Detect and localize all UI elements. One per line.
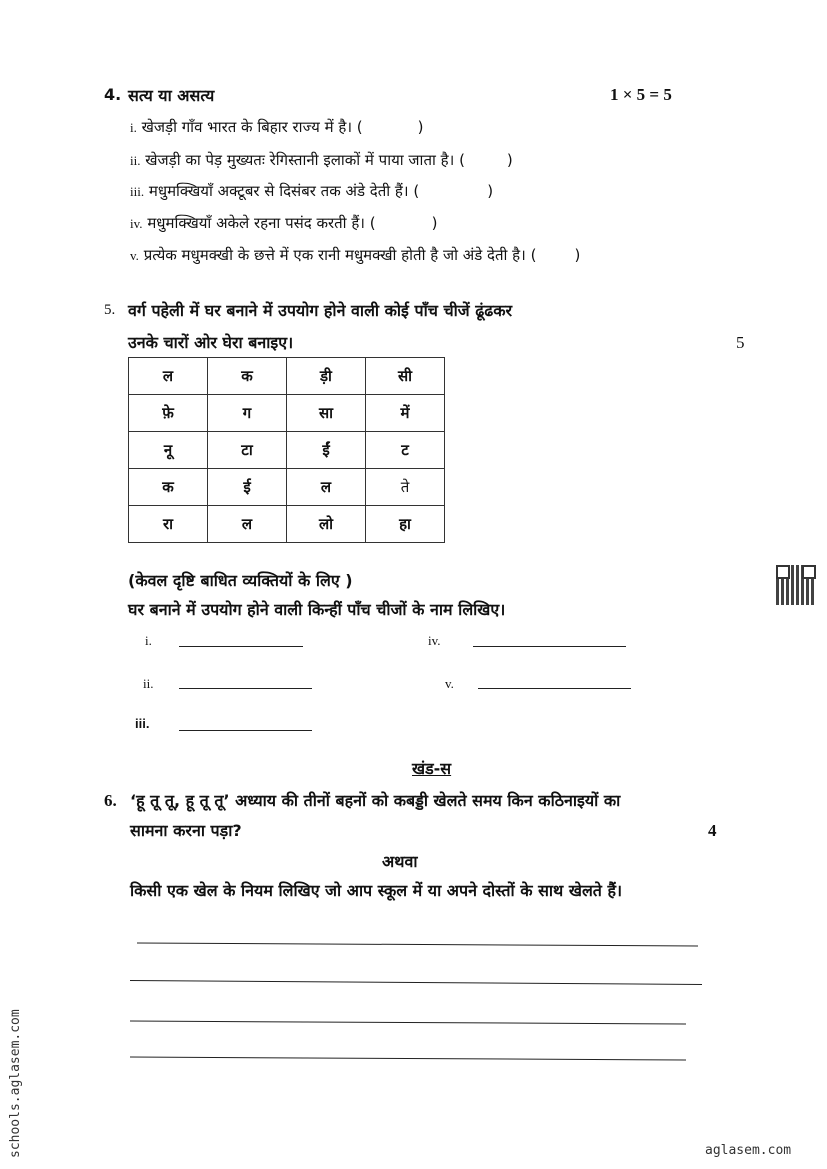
q5-line-2: उनके चारों ओर घेरा बनाइए। — [128, 333, 294, 352]
watermark-right: aglasem.com — [705, 1143, 792, 1158]
answer-bracket[interactable]: ) — [487, 182, 494, 200]
answer-bracket[interactable]: ) — [506, 151, 513, 169]
item-number: v. — [130, 248, 139, 263]
grid-cell[interactable]: सी — [366, 358, 445, 395]
grid-cell[interactable]: ग — [208, 395, 287, 432]
q4-item-2 — [130, 150, 513, 170]
q4-marks: 1 × 5 = 5 — [610, 85, 672, 104]
item-number: i. — [130, 120, 137, 135]
q6-alt-question: किसी एक खेल के नियम लिखिए जो आप स्कूल में या अपने दोस्तों के साथ खेलते हैं। — [130, 881, 623, 900]
item-text: मधुमक्खियाँ अकेले रहना पसंद करती हैं। ( — [147, 214, 376, 232]
blank-label: iv. — [428, 633, 441, 648]
answer-blank-5[interactable] — [478, 688, 631, 689]
q5-alt-note: (केवल दृष्टि बाधित व्यक्तियों के लिए ) — [128, 571, 353, 590]
item-text: मधुमक्खियाँ अक्टूबर से दिसंबर तक अंडे देती हैं। ( — [148, 182, 420, 200]
grid-cell[interactable]: ईं — [287, 432, 366, 469]
answer-bracket[interactable]: ) — [574, 246, 581, 264]
section-heading: खंड-स — [412, 759, 452, 778]
grid-row — [129, 432, 445, 469]
answer-blank-3[interactable] — [179, 730, 312, 731]
grid-cell[interactable]: ल — [129, 358, 208, 395]
grid-cell[interactable]: सा — [287, 395, 366, 432]
qr-code-icon — [776, 565, 816, 605]
grid-cell[interactable]: ई — [208, 469, 287, 506]
grid-cell[interactable]: में — [366, 395, 445, 432]
grid-cell[interactable]: हा — [366, 506, 445, 543]
grid-cell[interactable]: टा — [208, 432, 287, 469]
answer-line-4[interactable] — [130, 1057, 686, 1061]
blank-label: i. — [145, 633, 152, 648]
answer-line-3[interactable] — [130, 1021, 686, 1025]
q6-or: अथवा — [382, 852, 418, 871]
answer-blank-2[interactable] — [179, 688, 312, 689]
grid-cell[interactable]: क — [208, 358, 287, 395]
answer-line-2[interactable] — [130, 980, 702, 985]
grid-cell[interactable]: ल — [287, 469, 366, 506]
grid-cell[interactable]: ते — [366, 469, 445, 506]
grid-cell[interactable]: क — [129, 469, 208, 506]
q6-line-2: सामना करना पड़ा? — [130, 821, 242, 840]
q6-number: 6. — [104, 791, 117, 810]
q4-title: सत्य या असत्य — [128, 86, 215, 105]
item-text: प्रत्येक मधुमक्खी के छत्ते में एक रानी मधुमक्खी होती है जो अंडे देती है। ( — [143, 246, 537, 264]
blank-label: ii. — [143, 676, 154, 691]
blank-label: v. — [445, 676, 454, 691]
q4-item-1 — [130, 117, 423, 137]
word-puzzle-grid — [128, 357, 445, 543]
grid-row — [129, 506, 445, 543]
grid-cell[interactable]: फ़े — [129, 395, 208, 432]
q6-marks: 4 — [708, 821, 717, 840]
q5-number: 5. — [104, 302, 116, 318]
q5-alt-question: घर बनाने में उपयोग होने वाली किन्हीं पाँच चीजों के नाम लिखिए। — [128, 600, 506, 619]
q4-number: 4. — [104, 85, 122, 104]
grid-cell[interactable]: ड़ी — [287, 358, 366, 395]
grid-row — [129, 469, 445, 506]
grid-cell[interactable]: रा — [129, 506, 208, 543]
item-number: iii. — [130, 184, 145, 199]
item-text: खेजड़ी गाँव भारत के बिहार राज्य में है। ( — [141, 118, 363, 136]
answer-blank-4[interactable] — [473, 646, 626, 647]
answer-bracket[interactable]: ) — [417, 118, 424, 136]
item-text: खेजड़ी का पेड़ मुख्यतः रेगिस्तानी इलाकों में पाया जाता है। ( — [145, 151, 465, 169]
blank-label: iii. — [135, 716, 150, 731]
item-number: ii. — [130, 153, 141, 168]
grid-row — [129, 395, 445, 432]
watermark-left: schools.aglasem.com — [8, 1009, 23, 1158]
q6-line-1: ‘हू तू तू, हू तू तू’ अध्याय की तीनों बहनों को कबड्डी खेलते समय किन कठिनाइयों का — [130, 791, 621, 810]
answer-blank-1[interactable] — [179, 646, 303, 647]
item-number: iv. — [130, 216, 143, 231]
q5-line-1: वर्ग पहेली में घर बनाने में उपयोग होने वाली कोई पाँच चीजें ढूंढकर — [128, 301, 513, 320]
q4-item-5 — [130, 245, 580, 265]
q4-item-4 — [130, 213, 437, 233]
answer-line-1[interactable] — [137, 943, 698, 947]
grid-cell[interactable]: ट — [366, 432, 445, 469]
answer-bracket[interactable]: ) — [431, 214, 438, 232]
grid-cell[interactable]: ल — [208, 506, 287, 543]
grid-row — [129, 358, 445, 395]
q4-item-3 — [130, 181, 493, 201]
grid-cell[interactable]: लो — [287, 506, 366, 543]
grid-cell[interactable]: नू — [129, 432, 208, 469]
q5-marks: 5 — [736, 333, 745, 352]
